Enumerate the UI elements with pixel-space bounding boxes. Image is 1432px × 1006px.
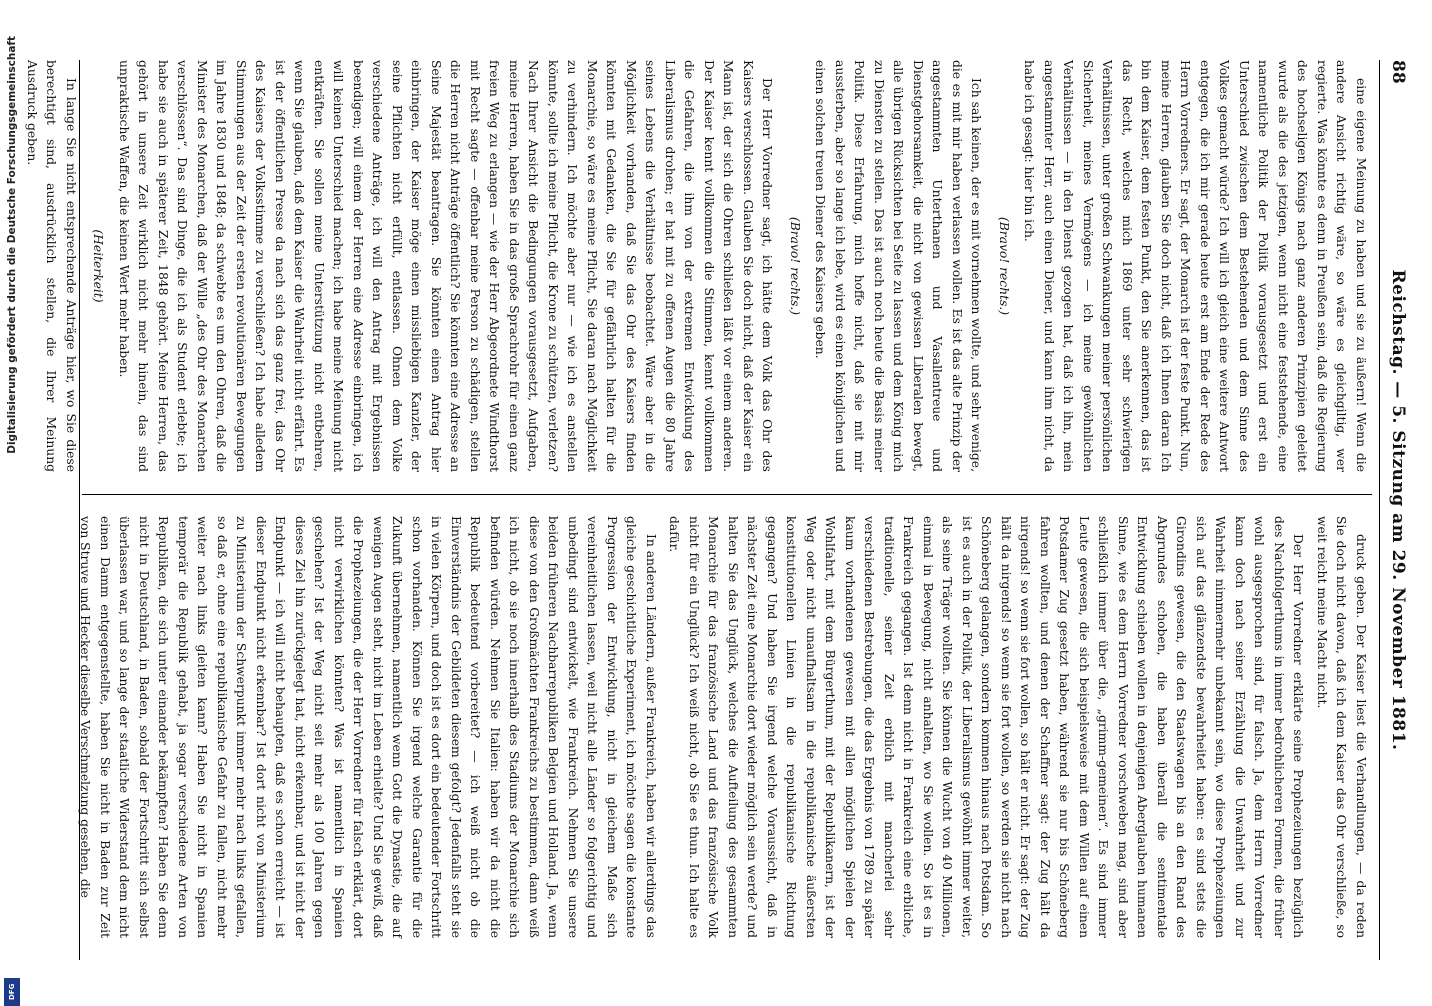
paragraph: Der Herr Vorredner erklärte seine Prophezeiungen bezüglich des Nachfolgerthums in immer bedrohlicheren Formen, die früher wohl ausgesprochen sind, für falsch. Ja, dem Herrn Vorredner kann doch nach seiner Erzählung die Unwahrheit und zur Wahrheit nimmermehr unbekannt sein, wo diese Prophezeiungen sich auf das glänzendste bewahrheitet haben: es sind stets die Girondins gewesen, die den Staatswagen bis an den Rand des Abgrundes schoben, die haben überall die sentimentale Entwicklung schieben wollen in denjenigen Aberglauben humanen Sinne, wie es dem Herrn Vorredner vorschweben mag, sind aber schließlich immer über die, „grimm-gemeinen“. Es sind immer Leute gewesen, die sich beispielsweise mit dem Willen auf einen Potsdamer Zug gesetzt haben, während sie nur bis Schöneberg fahren wollten, und denen der Schaffner sagt: der Zug hält da nirgends! so wenn sie fort wollen, so hält er nicht. Er sagt: der Zug hält da nirgends! so wenn sie fort wollen, so werden sie nicht nach Schöneberg gelangen, sondern kommen hinaus nach Potsdam. So ist es auch in der Politik, der Liberalismus gewöhnt immer weiter, als seine Träger wollten. Sie können die Wucht von 40 Millionen, einmal in Bewegung, nicht anhalten, wo Sie wollen. So ist es in Frankreich gegangen. Ist denn nicht in Frankreich eine erbliche, traditionelle, seiner Zeit erblich mit mancherlei sehr verschiedenen Bestrebungen, die das Ergebnis von 1789 zu später kaum vorhandenen gewesen mit allen möglichen Spielen der Wohlfahrt, mit dem Bürgerthum, mit der Republikanern, ist der Weg oder nicht unaufhaltsam in die republikanische äußersten konstitutionellen Linien in die republikanische Richtung gegangen? Und haben Sie irgend welche Voraussicht, daß in nächster Zeit eine Monarchie dort wieder möglich sein werde? und halten Sie das Unglück, welches die Aufteilung des gesammten Monarchie für das französische Land und das französische Volk nicht für ein Unglück? Ich weiß nicht, ob Sie es thun. Ich halte es dafür. (667, 516, 1306, 938)
digitization-credit (3, 14, 21, 1001)
paragraph: druck geben. Der Kaiser liest die Verhandlungen, — da reden Sie doch nicht davon, daß ich dem Kaiser das Ohr verschließe, so weit reicht meine Macht nicht. (1315, 516, 1368, 938)
running-head: Reichstag. — 5. Sitzung am 29. November 1881. (1388, 269, 1408, 751)
credit-text: Digitalisierung gefördert durch die Deutsche Forschungsgemeinschaft (6, 36, 18, 454)
stage-direction: (Heiterkeit) (91, 229, 106, 303)
stage-direction: (Bravo! rechts.) (997, 216, 1011, 316)
page-header (1378, 60, 1414, 960)
left-column (25, 60, 1370, 472)
paragraph: In lange Sie nicht entsprechende Anträge hier, wo Sie diese berechtigt sind, ausdrücklich stellen, die Ihrer Meinung Ausdruck geben. (25, 60, 78, 472)
right-column (78, 516, 1370, 938)
paragraph: In anderen Ländern, außer Frankreich, haben wir allerdings das gleiche geschichtliche Experiment, ich möchte sagen die konstante Progression der Entwicklung, nicht in gleichem Maße sich vereinheitlichen lassen, weil nicht alle Länder so folgerichtig und unbedingt sind entwickelt, wie Frankreich. Nehmen Sie unsere beiden früheren Nachbarrepubliken Belgien und Holland. Ja, wenn diese von den Großmächten Frankreichs zu bestimmen, dann weiß ich nicht, ob sie noch innerhalb des Stadiums der Monarchie sich befinden würden. Nehmen Sie Italien: haben wir da nicht die Republik bedeutend vorbereitet? — ich weiß nicht ob die Einverständnis der Gebildeten diesem gefolgt? Jedenfalls steht sie in vielen Körpern, und doch ist es dort ein bedeutender Fortschritt schon vorhanden. Können Sie irgend welche Garantie für die Zukunft übernehmen, namentlich wenn Gott die Dynastie, die auf wenigen Augen steht, nicht im Leben erhielte? Und Sie gewiß, daß die Prophezeiungen, die der Herr Vorredner für falsch erklärt, dort nicht verwirklichen könnten? Was ist namentlich in Spanien geschehen? Ist der Weg nicht seit mehr als 100 Jahren gegen dieses Ziel hin zurückgelegt hat, nicht erkennbar, und ist nicht der Endpunkt — ich will nicht behaupten, daß es schon erreicht — ist dieser Endpunkt nicht erkennbar? Ist dort nicht von Ministerium zu Ministerium der Schwerpunkt immer mehr nach links gefallen, so daß er, ohne eine republikanische Gefahr zu fallen, nicht mehr weiter nach links gleiten kann? Haben Sie nicht in Spanien temporär die Republik gehabt, ja sogar verschiedene Arten von Republiken, die sich unter einander bekämpften? Haben Sie denn nicht in Deutschland, in Baden, sobald der Fortschritt sich selbst überlassen war, und so lange der staatliche Widerstand dem nicht einen Damm entgegenstellte, haben Sie nicht in Baden zur Zeit von Struve und Hecker dieselbe Verschmelzung gesehen, die (78, 516, 658, 938)
paragraph: Ich sah keinen, der es mit vornehmen wollte, und sehr wenige, die es mit mir haben verlassen wollen. Es ist das alte Prinzip der angestammten Unterthanen und Vasallentreue und Dienstgehorsamkeit, die nicht von gewissen Liberalen bewegt, alle übrigen Rücksichten bei Seite zu lassen und dem König mich zu Diensten zu stellen. Das ist auch noch heute die Basis meiner Politik. Diese Erfahrung, mich hoffe nicht, daß sie mit mir aussterben, aber so lange ich lebe, wird es einen königlichen und einen solchen treuen Diener des Kaisers geben. (813, 60, 984, 472)
page-number: 88 (1388, 60, 1408, 84)
column-divider (82, 494, 1372, 495)
stage-direction: (Bravo! rechts.) (788, 216, 802, 316)
bottom-rule (79, 60, 80, 960)
dfg-logo: DFG (4, 978, 20, 1006)
paragraph: Der Herr Vorredner sagt, ich hätte dem Volk das Ohr des Kaisers verschlossen. Glauben Sie doch nicht, daß der Kaiser ein Mann ist, der sich die Ohren schließen läßt vor einem anderen. Der Kaiser kennt vollkommen die Stimmen, kennt vollkommen die Gefahren, die ihm von der extremen Entwicklung des Liberalismus drohen; er hat mit zu offenen Augen die 80 Jahre seines Lebens die Verhältnisse beobachtet. Wäre aber in die Möglichkeit vorhanden, daß Sie das Ohr des Kaisers finden könnten mit Gedanken, die Sie für gefährlich halten für die Monarchie, so wäre es meine Pflicht, Sie daran nach Möglichkeit zu verhindern. Ich möchte aber nur — wie ich es anstellen könnte, sollte ich meine Pflicht, die Krone zu schützen, verletzen? Nach Ihrer Ansicht die Bedingungen vorausgesetzt, Aufgaben, meine Herren, haben Sie in das große Sprachrohr für einen ganz freien Weg zu erlangen — wie der Herr Abgeordnete Windthorst mit Recht sagte — offenbar meine Person zu schädigen, stellen die Herren nicht Anträge öffentlich? Sie könnten eine Adresse an Seine Majestät beantragen. Sie könnten einen Antrag hier einbringen, der Kaiser möge einen missliebigen Kanzler, der seine Pflichten nicht erfüllt, entlassen. Ohnen dem Volke verschiedene Anträge, ich will den Antrag mit Ergebnissen beendigen; will einem der Herren eine Adresse einbringen, ich will keinen Unterschied machen; ich habe meine Meinung nicht entkräften. Sie sollen meine Unterstützung nicht entbehren, wenn Sie glauben, daß dem Kaiser die Wahrheit nicht erfährt. Es ist der öffentlichen Presse da nach sich das ganz frei, das Ohr des Kaisers der Volksstimme zu verschließen? Ich habe alledem Stimmungen aus der Zeit der ersten revolutionären Bewegungen im Jahre 1830 und 1848; da schwebte es um den Ohren, daß die Minister des Monarchen, daß der Wille „des Ohr des Monarchen verschlössen“. Das sind Dinge, die ich als Student erlebte; ich habe sie auch in späterer Zeit, 1848 gehört. Meine Herren, das gehört in unsere Zeit wirklich nicht mehr hinein, das sind unpraktische Waffen, die keinen Wert mehr haben. (117, 60, 775, 472)
header-rule (1379, 60, 1380, 960)
paragraph: eine eigene Meinung zu haben und sie zu äußern! Wenn die andere Ansicht richtig wäre, so wäre es gleichgiltig, wer regierte. Was könnte es denn in Preußen sein, daß die Regierung des hochseligen Königs nach ganz anderen Prinzipien geleitet wurde als die des jetzigen, wenn nicht eine feststehende, eine namentliche Politik der Politik vorausgesetzt und erst ein Unterschied zwischen dem Bestehenden und dem Sinne des Volkes gemacht würde? Ich will ich gleich eine weitere Antwort entgegen, die ich mir gerade heute erst am Ende der Rede des Herrn Vorredners. Er sagt, der Monarch ist der feste Punkt. Nun, meine Herren, glauben Sie doch nicht, daß ich Ihnen daran Ich bin dem Kaiser, dem festen Punkt, den Sie anerkennen, das ist das Recht, welches mich 1869 unter sehr schwierigen Verhältnissen, unter großen Schwankungen meiner persönlichen Sicherheit, meines Vermögens — ich meine gewöhnlichen Verhältnissen — in den Dienst gezogen hat, daß ich ihn, mein angestammter Herr, auch einen Diener, und kann ihm nicht, da habe ich gesagt: hier bin ich. (1022, 60, 1368, 472)
